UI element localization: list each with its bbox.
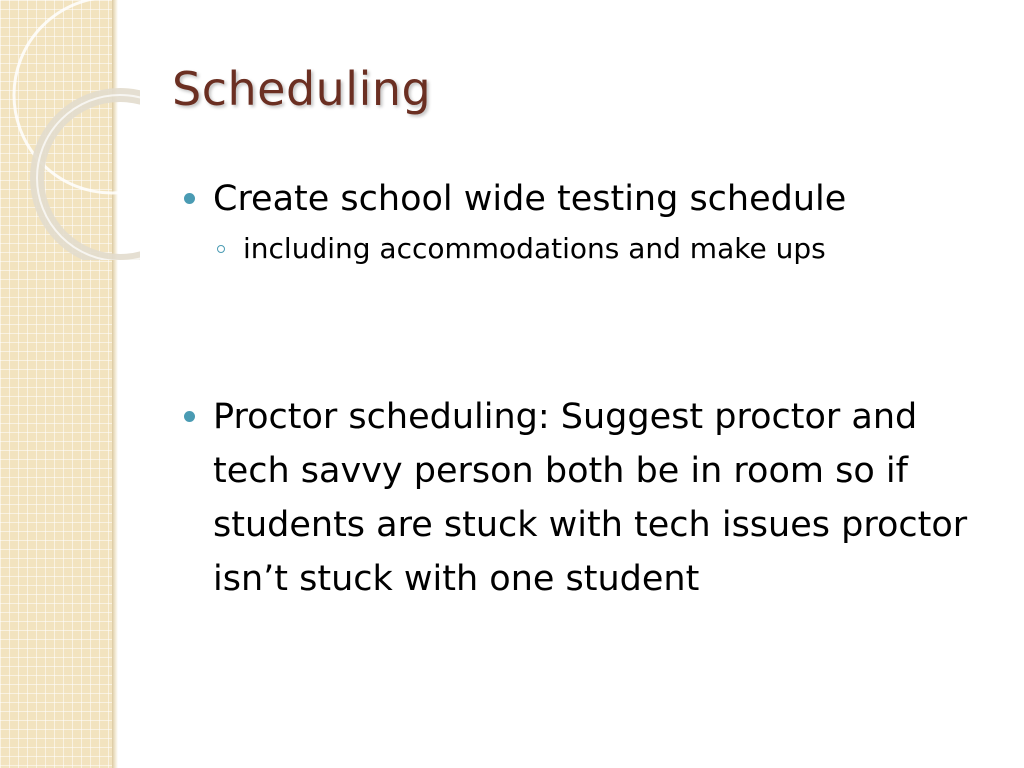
- bullet-text: Proctor scheduling: Suggest proctor and tech savvy person both be in room so if students are stuck with tech issues proctor isn’t stuck with one student: [213, 397, 968, 599]
- slide-body: [184, 172, 984, 606]
- spacer: [184, 272, 984, 390]
- filled-circle-bullet-icon: [184, 411, 195, 422]
- hollow-circle-bullet-icon: [217, 245, 225, 253]
- filled-circle-bullet-icon: [184, 193, 195, 204]
- sub-bullet-text: including accommodations and make ups: [243, 232, 826, 265]
- sub-bullet-item-accommodations: [213, 226, 984, 272]
- slide-title: Scheduling: [172, 62, 432, 116]
- decorative-rings-icon: [0, 0, 140, 260]
- bullet-item-proctor-scheduling: [184, 390, 984, 606]
- bullet-text: Create school wide testing schedule: [213, 179, 847, 219]
- bullet-item-testing-schedule: [184, 172, 984, 226]
